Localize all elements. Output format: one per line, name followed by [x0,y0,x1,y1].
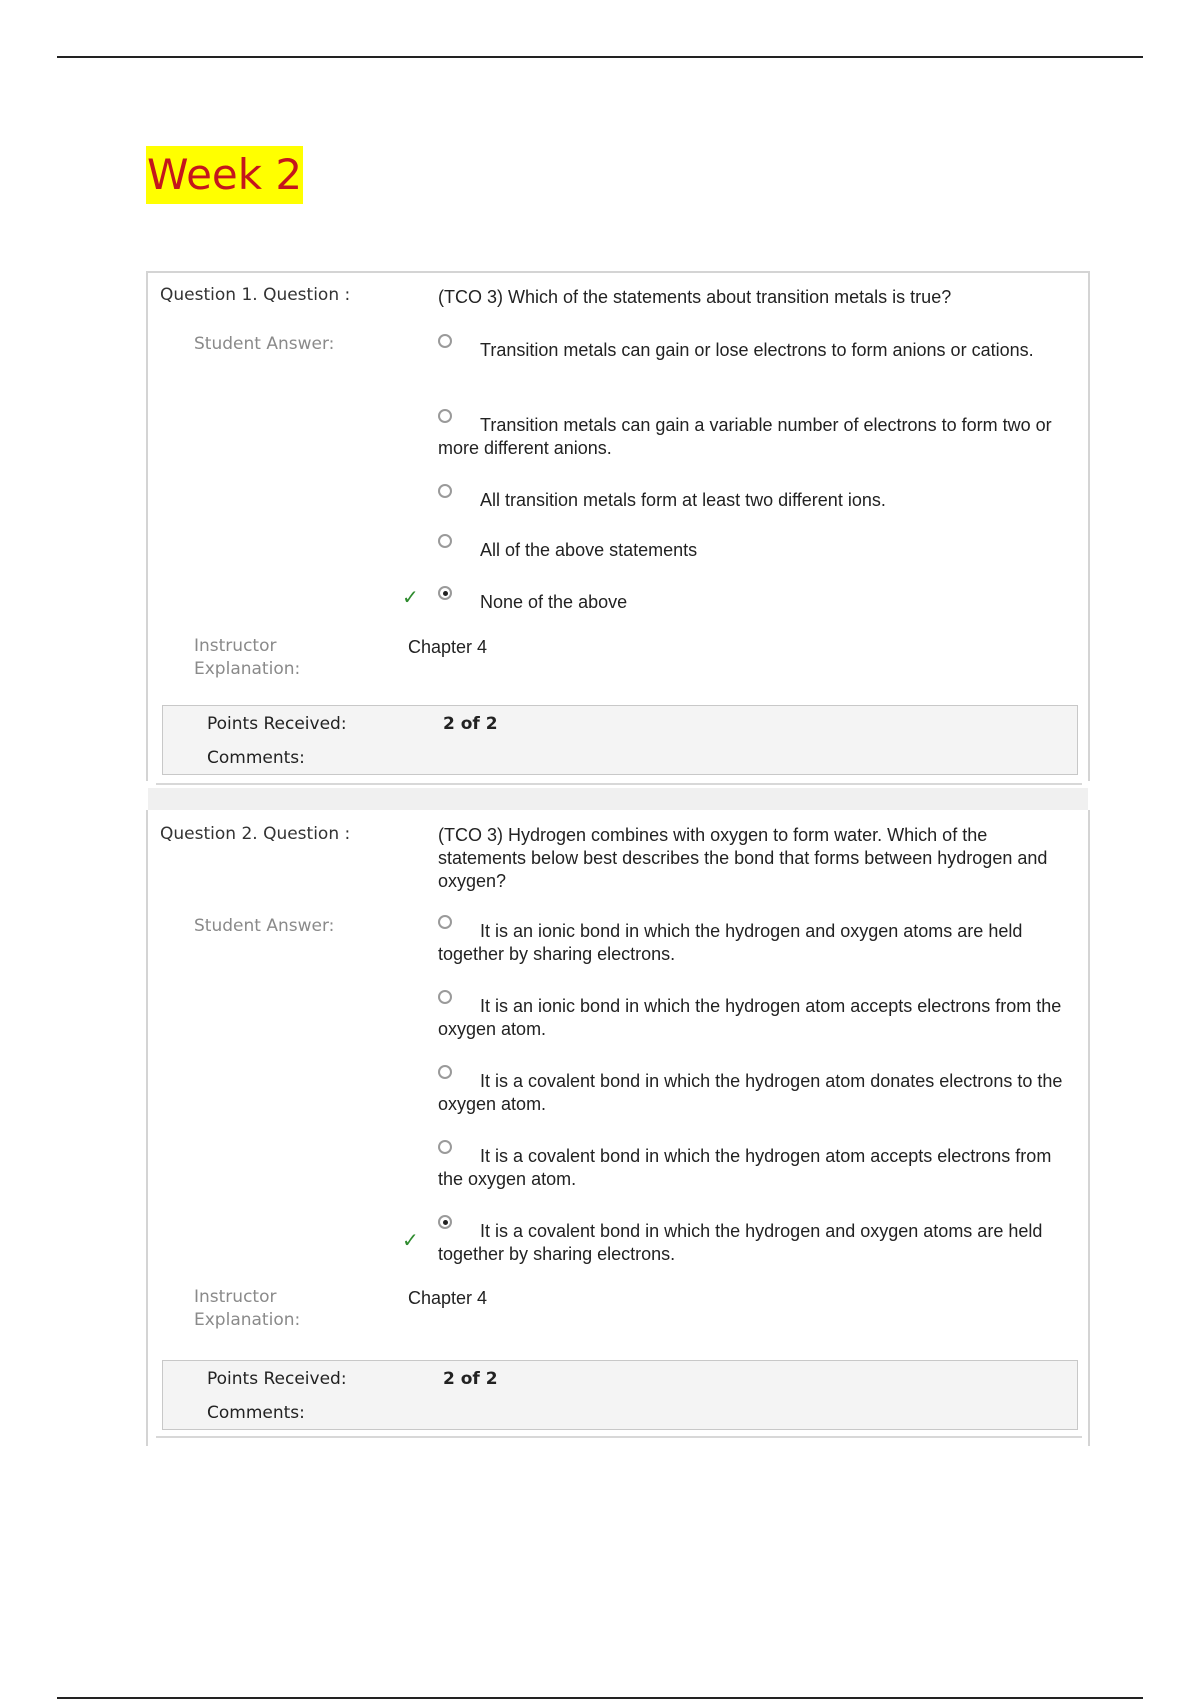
radio-button[interactable] [438,484,452,498]
week-heading: Week 2 [146,146,303,204]
points-received-label: Points Received: [207,1369,347,1389]
radio-button-selected[interactable] [438,1215,452,1229]
question-label: Question 1. Question : [160,285,351,305]
question-block-1 [146,271,1090,781]
points-received-value: 2 of 2 [443,714,498,734]
points-received-label: Points Received: [207,714,347,734]
option-text: It is a covalent bond in which the hydrogen atom accepts electrons from the oxygen atom. [438,1146,1052,1189]
comments-label: Comments: [207,748,305,768]
correct-check-icon: ✓ [402,1228,419,1252]
answer-option[interactable] [438,339,1078,362]
option-text: It is a covalent bond in which the hydrogen atom donates electrons to the oxygen atom. [438,1071,1063,1114]
question-separator [148,788,1088,810]
option-text: It is a covalent bond in which the hydrogen and oxygen atoms are held together by sharing electrons. [438,1221,1043,1264]
option-text: Transition metals can gain or lose electrons to form anions or cations. [480,340,1034,360]
radio-button-selected[interactable] [438,586,452,600]
radio-button[interactable] [438,1140,452,1154]
question-label: Question 2. Question : [160,824,351,844]
correct-check-icon: ✓ [402,585,419,609]
option-text: All transition metals form at least two different ions. [480,490,886,510]
answer-option[interactable] [438,539,1078,562]
instructor-explanation: Chapter 4 [408,1288,488,1308]
divider [156,783,1082,785]
question-block-2 [146,810,1090,1446]
radio-button[interactable] [438,1065,452,1079]
comments-label: Comments: [207,1403,305,1423]
answer-option[interactable] [438,414,1078,460]
question-text: (TCO 3) Hydrogen combines with oxygen to form water. Which of the statements below best describes the bond that forms between hydrogen and oxygen? [438,825,1048,891]
option-text: None of the above [480,592,628,612]
question-text: (TCO 3) Which of the statements about transition metals is true? [438,287,952,307]
points-box [162,705,1078,775]
divider [156,1436,1082,1438]
radio-button[interactable] [438,915,452,929]
points-received-value: 2 of 2 [443,1369,498,1389]
answer-option[interactable] [438,489,1078,512]
option-text: It is an ionic bond in which the hydrogen atom accepts electrons from the oxygen atom. [438,996,1062,1039]
radio-button[interactable] [438,990,452,1004]
option-text: It is an ionic bond in which the hydrogen and oxygen atoms are held together by sharing electrons. [438,921,1023,964]
instructor-explanation-label: Instructor Explanation: [194,1287,301,1330]
answer-option[interactable] [438,995,1078,1041]
answer-option[interactable] [438,1220,1078,1266]
radio-button[interactable] [438,534,452,548]
radio-button[interactable] [438,409,452,423]
page-bottom-rule [57,1697,1143,1699]
points-box [162,1360,1078,1430]
student-answer-label: Student Answer: [194,916,335,936]
option-text: All of the above statements [480,540,698,560]
instructor-explanation-label: Instructor Explanation: [194,636,301,679]
page-top-rule [57,56,1143,58]
answer-option[interactable] [438,920,1078,966]
answer-option[interactable] [438,1070,1078,1116]
student-answer-label: Student Answer: [194,334,335,354]
option-text: Transition metals can gain a variable number of electrons to form two or more different anions. [438,415,1052,458]
answer-option[interactable] [438,1145,1078,1191]
answer-option[interactable] [438,591,1078,614]
instructor-explanation: Chapter 4 [408,637,488,657]
radio-button[interactable] [438,334,452,348]
